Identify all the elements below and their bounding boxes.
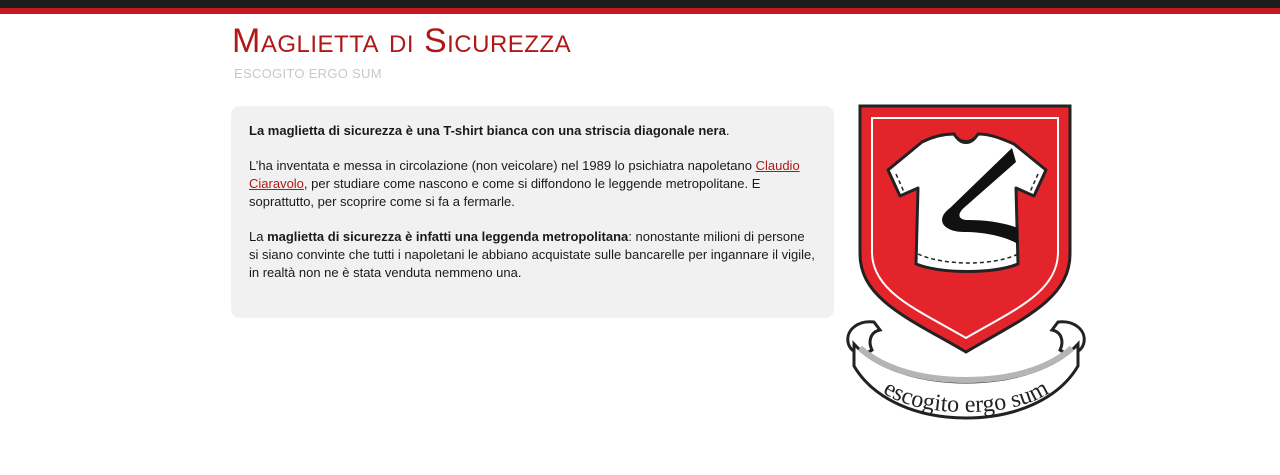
- legend-bold-text: maglietta di sicurezza è infatti una leggenda metropolitana: [267, 229, 629, 244]
- intro-bold-text: La maglietta di sicurezza è una T-shirt bianca con una striscia diagonale nera: [249, 123, 726, 138]
- site-title[interactable]: Maglietta di Sicurezza: [232, 22, 572, 60]
- history-text-after: , per studiare come nascono e come si diffondono le leggende metropolitane. E soprattutto, per scoprire come si fa a fermarle.: [249, 176, 761, 209]
- claudio-ciaravolo-link[interactable]: Claudio Ciaravolo: [249, 158, 800, 191]
- intro-end-text: .: [725, 123, 730, 138]
- legend-text-before: La: [249, 229, 268, 244]
- crest-logo: [844, 104, 1088, 424]
- history-text-before: L’ha inventata e messa in circolazione (non veicolare) nel 1989 lo psichiatra napoletano: [249, 158, 756, 173]
- top-bar-dark-strip: [0, 0, 1280, 8]
- top-bar: [0, 0, 1280, 14]
- history-paragraph: [249, 157, 815, 211]
- content-box: [231, 106, 834, 318]
- site-subtitle: ESCOGITO ERGO SUM: [234, 66, 382, 81]
- crest-motto: escogito ergo sum: [879, 375, 1053, 419]
- legend-paragraph: [249, 228, 815, 282]
- legend-text-after: : nonostante milioni di persone si siano convinte che tutti i napoletani le abbiano acquistate sulle bancarelle per ingannare il vigile, in realtà non ne è stata venduta nemmeno una.: [249, 229, 815, 280]
- intro-paragraph: [249, 122, 815, 140]
